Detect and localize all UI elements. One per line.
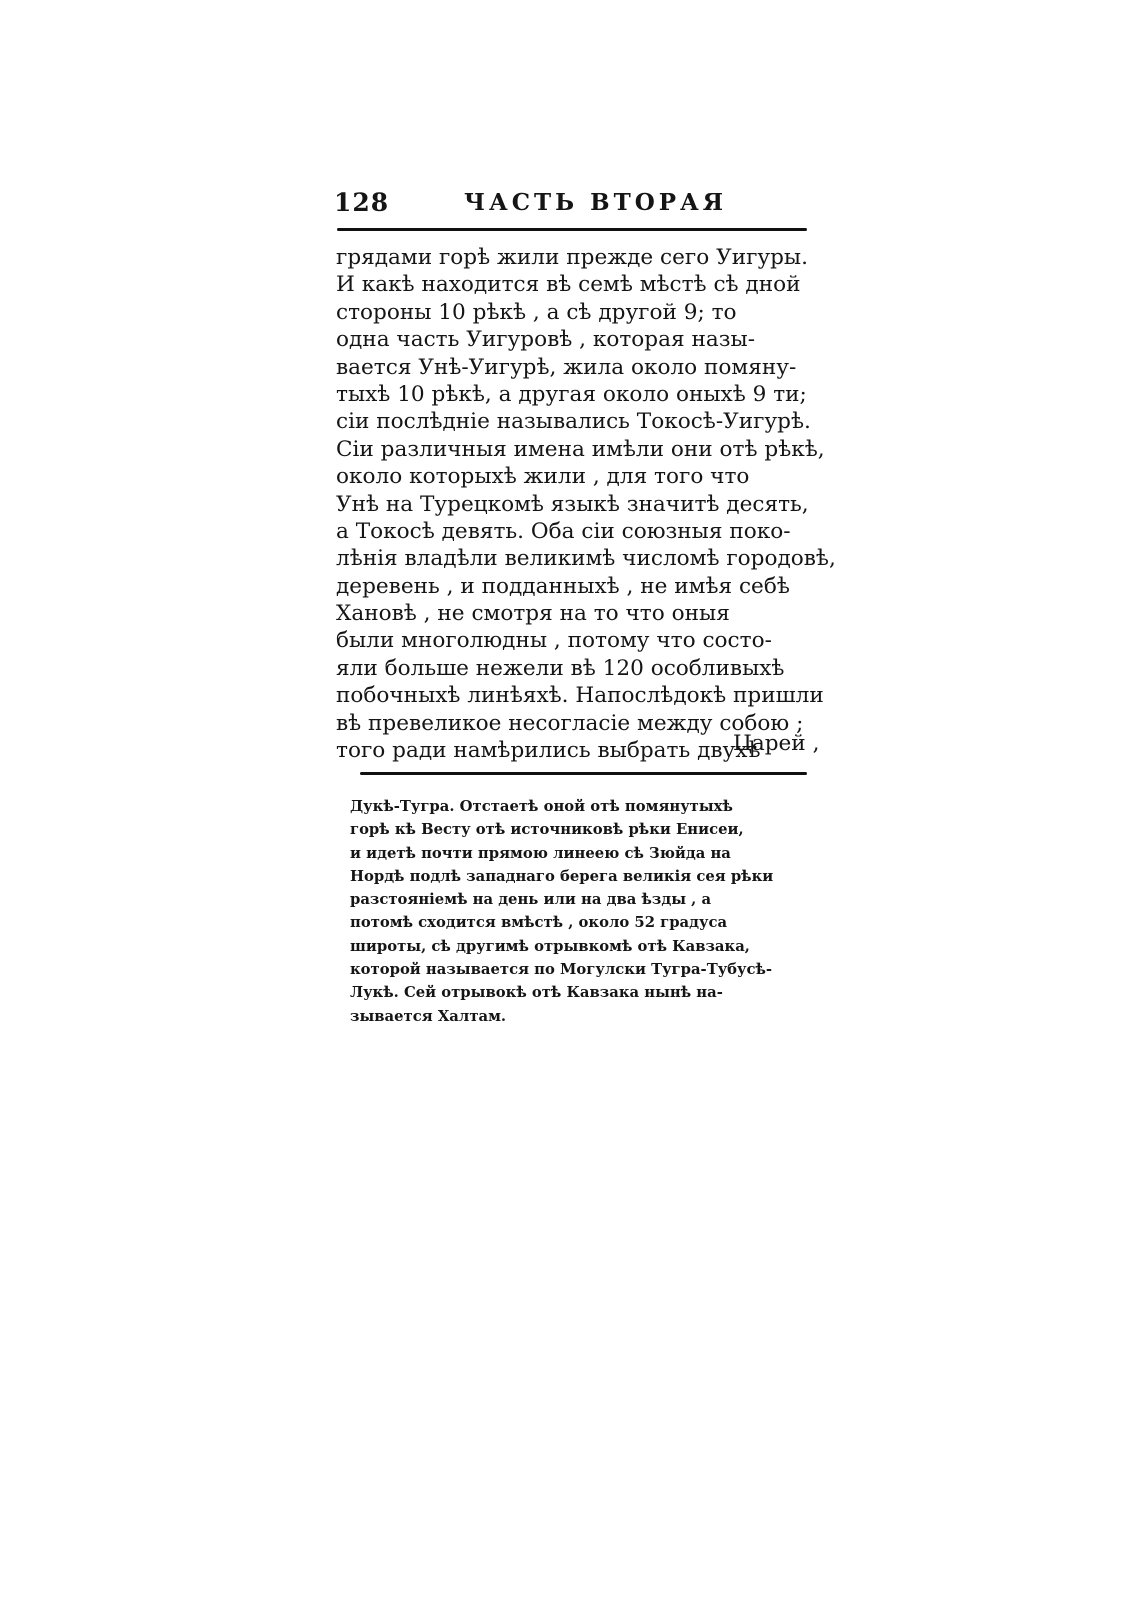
footnote-line: Дукѣ-Тугра. Отстаетѣ оной отѣ помянутыхѣ [350, 798, 733, 815]
footnote-line: Нордѣ подлѣ западнаго берега великія сея рѣки [350, 867, 774, 885]
footnote-line: которой называется по Могулски Тугра-Тубусѣ- [350, 961, 773, 979]
catchword: Царей , [733, 731, 820, 756]
text-line: лѣнія владѣли великимѣ числомѣ городовѣ, [336, 546, 836, 572]
text-line: И какѣ находится вѣ семѣ мѣстѣ сѣ дной [336, 272, 801, 298]
running-title: ЧАСТЬ ВТОРАЯ [464, 189, 728, 216]
footnote-line: Лукѣ. Сей отрывокѣ отѣ Кавзака нынѣ на- [350, 984, 723, 1002]
footnote-line: разстояніемѣ на день или на два ѣзды , а [350, 891, 712, 909]
text-line: Хановѣ , не смотря на то что оныя [336, 601, 730, 627]
text-line: яли больше нежели вѣ 120 особливыхѣ [336, 655, 785, 681]
text-line: были многолюдны , потому что состо- [336, 628, 772, 654]
text-line: побочныхѣ линѣяхѣ. Напослѣдокѣ пришли [336, 683, 824, 709]
footnote-line: горѣ кѣ Весту отѣ источниковѣ рѣки Енисеи, [350, 821, 744, 839]
running-head [334, 186, 804, 220]
footnote-line: широты, сѣ другимѣ отрывкомѣ отѣ Кавзака, [350, 937, 750, 955]
page-number: 128 [334, 188, 390, 217]
text-line: стороны 10 рѣкѣ , а сѣ другой 9; то [336, 299, 737, 325]
footnote [350, 795, 820, 1028]
text-line: сіи послѣдніе назывались Токосѣ-Уигурѣ. [336, 409, 811, 435]
text-line: вѣ превеликое несогласіе между собою ; [336, 710, 804, 736]
text-line: вается Унѣ-Уигурѣ, жила около помяну- [336, 354, 797, 380]
text-line: а Токосѣ девять. Оба сіи союзныя поко- [336, 518, 791, 544]
text-line: того ради намѣрились выбрать двухѣ [336, 738, 761, 764]
text-line: около которыхѣ жили , для того что [336, 464, 750, 490]
text-line: грядами горѣ жили прежде сего Уигуры. [336, 245, 808, 270]
text-line: одна часть Уигуровѣ , которая назы- [336, 327, 756, 353]
footnote-line: и идетѣ почти прямою линеею сѣ Зюйда на [350, 844, 731, 862]
main-text [336, 244, 836, 764]
header-rule [337, 228, 807, 231]
text-line: Сіи различныя имена имѣли они отѣ рѣкѣ, [336, 436, 825, 462]
text-line: тыхѣ 10 рѣкѣ, а другая около оныхѣ 9 ти; [336, 381, 807, 407]
footnote-line: зывается Халтам. [350, 1007, 507, 1025]
footnote-rule [360, 772, 807, 775]
text-line: Унѣ на Турецкомѣ языкѣ значитѣ десять, [336, 491, 809, 517]
text-line: деревень , и подданныхѣ , не имѣя себѣ [336, 573, 790, 599]
footnote-line: потомѣ сходится вмѣстѣ , около 52 градуса [350, 914, 728, 932]
